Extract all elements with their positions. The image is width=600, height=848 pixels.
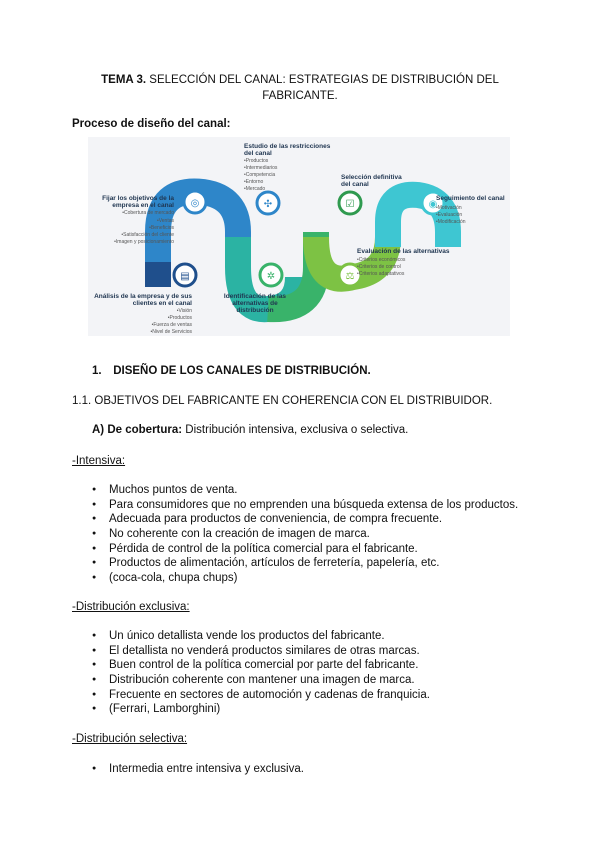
target-icon: ◎ xyxy=(190,198,200,209)
step1-item: •Cobertura de mercado xyxy=(122,210,174,216)
step5-title1: Selección definitiva xyxy=(341,174,402,181)
step4-title1: Identificación de las xyxy=(223,293,287,300)
scale-icon: ⚖ xyxy=(345,271,355,282)
step4-title2: alternativas de xyxy=(232,300,278,307)
step1-item: •Ventas xyxy=(156,218,174,224)
step7-title1: Seguimiento del canal xyxy=(436,195,505,202)
step7-item: •Modificación xyxy=(436,219,466,225)
cobertura-label: A) De cobertura: xyxy=(92,424,183,436)
list-item: ● No coherente con la creación de imagen de marca. xyxy=(92,527,518,542)
selectiva-list xyxy=(92,762,304,777)
step7-item: •Evaluación xyxy=(436,212,463,218)
step-node-5 xyxy=(339,192,361,214)
step3-item: •Intermediarios xyxy=(244,165,278,171)
step6-item: •Criterios de control xyxy=(357,264,401,270)
step6-title1: Evaluación de las alternativas xyxy=(357,248,450,255)
list-item: ● Buen control de la política comercial por parte del fabricante. xyxy=(92,658,430,673)
exclusiva-list xyxy=(92,629,430,717)
step3-item: •Entorno xyxy=(244,179,264,185)
list-item: ● Frecuente en sectores de automoción y cadenas de franquicia. xyxy=(92,688,430,703)
section-heading xyxy=(92,365,371,377)
step6-item: •Criterios económicos xyxy=(357,257,406,263)
title-text-line1: SELECCIÓN DEL CANAL: ESTRATEGIAS DE DISTRIBUCIÓN DEL xyxy=(149,74,499,86)
intensiva-list xyxy=(92,483,518,586)
monitor-icon: ◉ xyxy=(428,199,438,210)
exclusiva-heading: -Distribución exclusiva: xyxy=(72,601,190,613)
step-node-3 xyxy=(257,192,279,214)
document-title xyxy=(90,72,510,104)
step7-item: •Motivación xyxy=(436,205,462,211)
step-node-4 xyxy=(260,264,282,286)
intensiva-heading: -Intensiva: xyxy=(72,455,126,467)
subsection-heading: 1.1. OBJETIVOS DEL FABRICANTE EN COHERENCIA CON EL DISTRIBUIDOR. xyxy=(72,395,493,407)
cobertura-text: Distribución intensiva, exclusiva o selectiva. xyxy=(182,424,409,436)
process-heading: Proceso de diseño del canal: xyxy=(72,118,231,130)
channel-design-diagram xyxy=(88,137,510,336)
step2-title1: Análisis de la empresa y de sus xyxy=(94,293,192,300)
step2-title2: clientes en el canal xyxy=(132,300,192,307)
checklist-icon: ☑ xyxy=(345,199,355,210)
list-item: ● (coca-cola, chupa chups) xyxy=(92,571,518,586)
tema-label: TEMA 3. xyxy=(101,74,147,86)
step2-item: •Visión xyxy=(176,308,192,314)
step-node-2 xyxy=(174,264,196,286)
step3-item: •Productos xyxy=(244,158,269,164)
list-item: ● Intermedia entre intensiva y exclusiva. xyxy=(92,762,304,777)
step1-item: •Beneficios xyxy=(149,225,174,231)
list-item: ● Muchos puntos de venta. xyxy=(92,483,518,498)
step1-item: •Satisfacción del cliente xyxy=(121,232,174,238)
step1-item: •Imagen y posicionamiento xyxy=(114,239,174,245)
step3-item: •Mercado xyxy=(244,186,266,192)
list-item: ● El detallista no venderá productos similares de otras marcas. xyxy=(92,644,430,659)
list-item: ● Distribución coherente con mantener una imagen de marca. xyxy=(92,673,430,688)
selectiva-heading: -Distribución selectiva: xyxy=(72,733,188,745)
step1-title1: Fijar los objetivos de la xyxy=(102,195,174,202)
step3-title1: Estudio de las restricciones xyxy=(244,143,331,150)
chart-icon: ▤ xyxy=(180,271,190,282)
step-node-1 xyxy=(184,191,206,213)
cobertura-line xyxy=(92,424,408,436)
list-item: ● Adecuada para productos de conveniencia, de compra frecuente. xyxy=(92,512,518,527)
title-text-line2: FABRICANTE. xyxy=(262,90,338,102)
step2-item: •Productos xyxy=(167,315,192,321)
step5-title2: del canal xyxy=(341,181,369,188)
section-title: DISEÑO DE LOS CANALES DE DISTRIBUCIÓN. xyxy=(113,365,371,377)
gear-icon: ✲ xyxy=(266,271,276,282)
list-item: ● Pérdida de control de la política comercial para el fabricante. xyxy=(92,542,518,557)
section-number: 1. xyxy=(92,365,102,377)
step3-item: •Competencia xyxy=(244,172,276,178)
step2-item: •Nivel de Servicios xyxy=(150,329,192,335)
list-item: ● Productos de alimentación, artículos de ferretería, papelería, etc. xyxy=(92,556,518,571)
step1-title2: empresa en el canal xyxy=(112,202,174,209)
step2-item: •Fuerza de ventas xyxy=(151,322,192,328)
network-icon: ✣ xyxy=(263,199,273,210)
step4-title3: distribución xyxy=(236,307,274,314)
step6-item: •Criterios adaptativos xyxy=(357,271,405,277)
list-item: ● Para consumidores que no emprenden una búsqueda extensa de los productos. xyxy=(92,498,518,513)
step3-title2: del canal xyxy=(244,150,272,157)
list-item: ● Un único detallista vende los productos del fabricante. xyxy=(92,629,430,644)
list-item: ● (Ferrari, Lamborghini) xyxy=(92,702,430,717)
